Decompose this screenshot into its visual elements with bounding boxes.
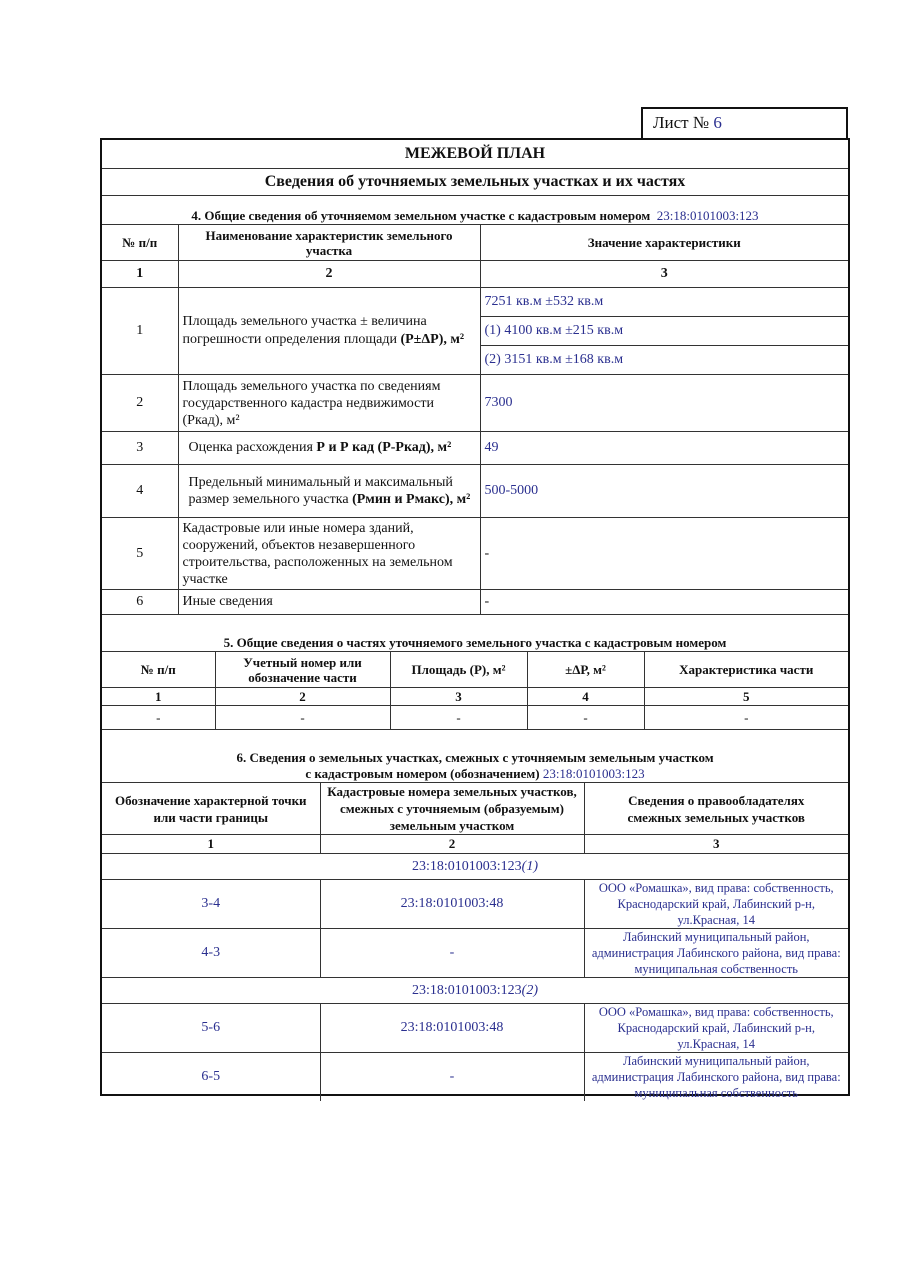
col-header: Кадастровые номера земельных участков, смежных с уточняемым (образуемым) земельным участком	[320, 783, 584, 835]
owner-cell: Лабинский муниципальный район, администрация Лабинского района, вид права: муниципальная собственность	[584, 1053, 848, 1102]
num-cell: 4	[527, 688, 644, 706]
col-header: № п/п	[102, 652, 215, 688]
point-cell: 5-6	[102, 1004, 320, 1053]
point-cell: 4-3	[102, 929, 320, 978]
num-cell: 3	[480, 261, 848, 288]
num-cell: 2	[215, 688, 390, 706]
row-value: (2) 3151 кв.м ±168 кв.м	[480, 346, 848, 375]
data-cell: -	[527, 706, 644, 730]
num-cell: 1	[102, 835, 320, 854]
document-frame	[100, 138, 850, 1100]
num-cell: 2	[320, 835, 584, 854]
section6-table	[102, 730, 848, 1101]
num-cell: 1	[102, 261, 178, 288]
row-value: 7251 кв.м ±532 кв.м	[480, 288, 848, 317]
row-value: 500-5000	[480, 465, 848, 518]
point-cell: 3-4	[102, 880, 320, 929]
row-name: Площадь земельного участка ± величина погрешности определения площади (Р±ΔР), м²	[178, 288, 480, 375]
col-header: Характеристика части	[644, 652, 848, 688]
sheet-number: 6	[713, 113, 722, 132]
owner-cell: ООО «Ромашка», вид права: собственность, Краснодарский край, Лабинский р-н, ул.Красная, 14	[584, 1004, 848, 1053]
section4-table	[102, 196, 848, 615]
data-cell: -	[644, 706, 848, 730]
row-number: 2	[102, 375, 178, 432]
data-cell: -	[215, 706, 390, 730]
group-header: 23:18:0101003:123(2)	[102, 978, 848, 1004]
row-name: Предельный минимальный и максимальный размер земельного участка (Рмин и Рмакс), м²	[178, 465, 480, 518]
row-value: 7300	[480, 375, 848, 432]
cadastral-cell: -	[320, 929, 584, 978]
row-value: (1) 4100 кв.м ±215 кв.м	[480, 317, 848, 346]
row-value: -	[480, 590, 848, 615]
num-cell: 1	[102, 688, 215, 706]
col-no-header: № п/п	[102, 225, 178, 261]
row-value: 49	[480, 432, 848, 465]
cadastral-cell: -	[320, 1053, 584, 1102]
section5-table	[102, 615, 848, 730]
col-header: Площадь (Р), м²	[390, 652, 527, 688]
row-number: 4	[102, 465, 178, 518]
section4-cadastral: 23:18:0101003:123	[656, 208, 759, 223]
owner-cell: Лабинский муниципальный район, администрация Лабинского района, вид права: муниципальная собственность	[584, 929, 848, 978]
row-number: 1	[102, 288, 178, 375]
document-subtitle: Сведения об уточняемых земельных участках и их частях	[102, 169, 848, 196]
row-name: Оценка расхождения Р и Р кад (Р-Ркад), м²	[178, 432, 480, 465]
row-number: 5	[102, 518, 178, 590]
document-title: МЕЖЕВОЙ ПЛАН	[102, 140, 848, 169]
num-cell: 2	[178, 261, 480, 288]
data-cell: -	[390, 706, 527, 730]
col-header: Обозначение характерной точки или части границы	[102, 783, 320, 835]
col-value-header: Значение характеристики	[480, 225, 848, 261]
row-name: Иные сведения	[178, 590, 480, 615]
num-cell: 5	[644, 688, 848, 706]
col-header: ±ΔР, м²	[527, 652, 644, 688]
cadastral-cell: 23:18:0101003:48	[320, 880, 584, 929]
header-table	[102, 140, 848, 196]
data-cell: -	[102, 706, 215, 730]
col-header: Учетный номер или обозначение части	[215, 652, 390, 688]
col-name-header: Наименование характеристик земельного участка	[178, 225, 480, 261]
row-name: Площадь земельного участка по сведениям государственного кадастра недвижимости (Ркад), м²	[178, 375, 480, 432]
section6-cadastral: 23:18:0101003:123	[542, 766, 645, 781]
row-value: -	[480, 518, 848, 590]
sheet-number-box	[641, 107, 848, 139]
section4-title: 4. Общие сведения об уточняемом земельном участке с кадастровым номером 23:18:0101003:123	[191, 208, 759, 223]
row-number: 6	[102, 590, 178, 615]
col-header: Сведения о правообладателях смежных земельных участков	[584, 783, 848, 835]
owner-cell: ООО «Ромашка», вид права: собственность, Краснодарский край, Лабинский р-н, ул.Красная, 14	[584, 880, 848, 929]
row-name: Кадастровые или иные номера зданий, сооружений, объектов незавершенного строительства, расположенных на земельном участке	[178, 518, 480, 590]
num-cell: 3	[390, 688, 527, 706]
num-cell: 3	[584, 835, 848, 854]
cadastral-cell: 23:18:0101003:48	[320, 1004, 584, 1053]
section5-title: 5. Общие сведения о частях уточняемого земельного участка с кадастровым номером	[223, 635, 727, 650]
sheet-label: Лист №	[653, 113, 710, 132]
section6-title: 6. Сведения о земельных участках, смежных с уточняемым земельным участком с кадастровым номером (обозначением) 23:18:0101003:123	[236, 750, 714, 781]
point-cell: 6-5	[102, 1053, 320, 1102]
row-number: 3	[102, 432, 178, 465]
group-header: 23:18:0101003:123(1)	[102, 854, 848, 880]
